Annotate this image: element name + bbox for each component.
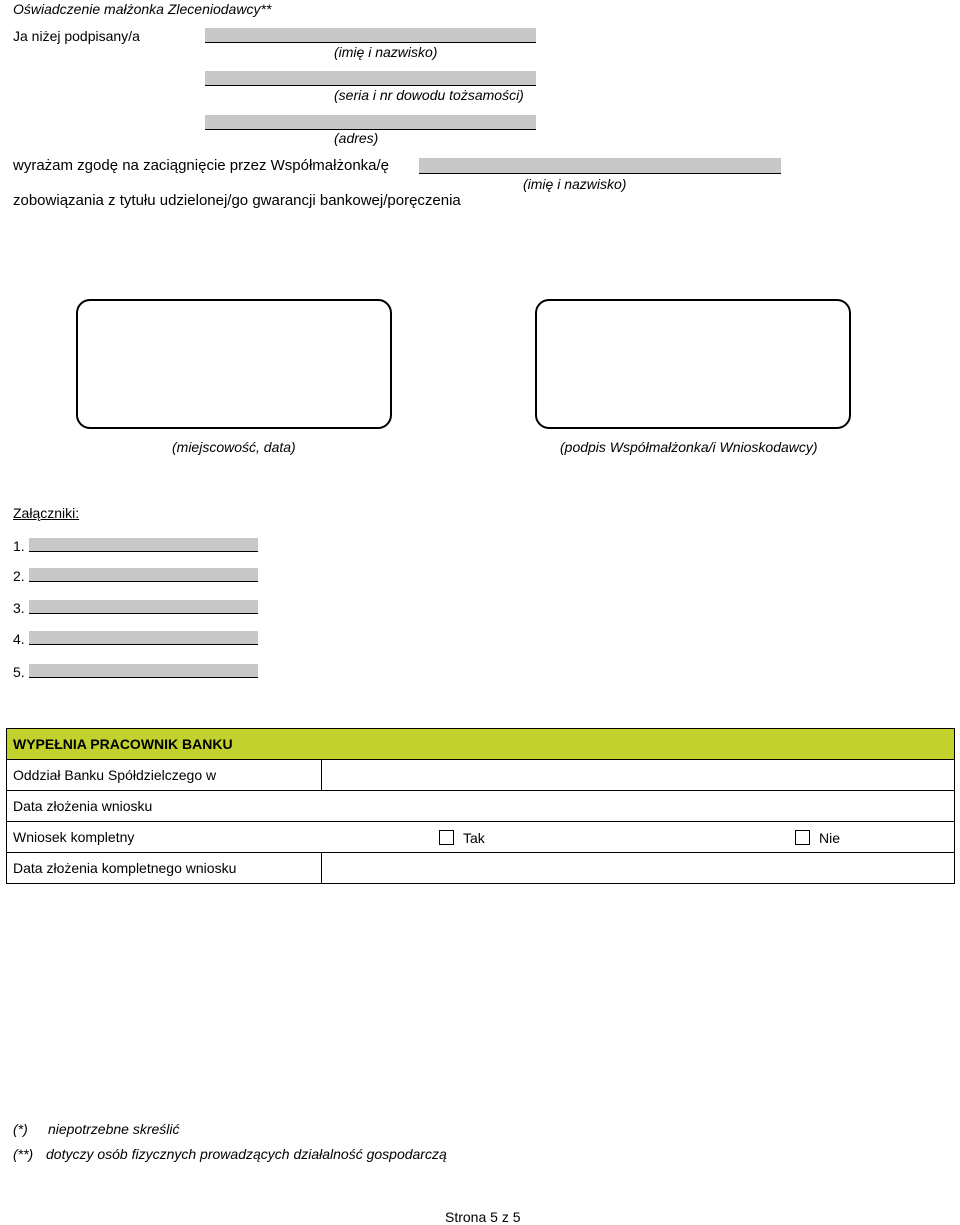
- id-document-field[interactable]: [205, 71, 536, 86]
- page-number: Strona 5 z 5: [445, 1209, 521, 1225]
- address-field[interactable]: [205, 115, 536, 130]
- attachment-item: [13, 631, 25, 647]
- complete-label: Wniosek kompletny: [13, 829, 135, 845]
- attachment-field[interactable]: [29, 631, 258, 645]
- no-label: Nie: [819, 830, 841, 846]
- attachment-field[interactable]: [29, 538, 258, 552]
- attachment-item: [13, 664, 25, 680]
- signature-box[interactable]: [535, 299, 851, 429]
- footnote-1-mark: (*): [13, 1121, 28, 1137]
- footnote-1-text: niepotrzebne skreślić: [48, 1121, 180, 1137]
- submission-date-label: Data złożenia wniosku: [7, 791, 322, 822]
- consent-text-line2: zobowiązania z tytułu udzielonej/go gwarancji bankowej/poręczenia: [13, 192, 461, 209]
- consent-text-line1: wyrażam zgodę na zaciągnięcie przez Współmałżonka/ę: [13, 157, 390, 174]
- attachment-number: 5.: [13, 664, 25, 680]
- yes-checkbox[interactable]: [439, 830, 454, 845]
- footnote-2-mark: (**): [13, 1146, 34, 1162]
- name-caption: (imię i nazwisko): [334, 44, 438, 60]
- branch-label: Oddział Banku Spółdzielczego w: [7, 760, 322, 791]
- attachment-item: [13, 538, 25, 554]
- attachment-number: 3.: [13, 600, 25, 616]
- attachment-number: 4.: [13, 631, 25, 647]
- attachment-number: 2.: [13, 568, 25, 584]
- spouse-name-field[interactable]: [419, 158, 781, 174]
- attachment-item: [13, 600, 25, 616]
- complete-date-label: Data złożenia kompletnego wniosku: [7, 853, 322, 884]
- signature-caption: (podpis Współmałżonka/i Wnioskodawcy): [560, 439, 818, 455]
- name-field[interactable]: [205, 28, 536, 43]
- no-option[interactable]: [795, 830, 840, 846]
- attachment-number: 1.: [13, 538, 25, 554]
- attachment-item: [13, 568, 25, 584]
- spouse-name-caption: (imię i nazwisko): [523, 176, 627, 192]
- attachment-field[interactable]: [29, 600, 258, 614]
- attachments-label: Załączniki:: [13, 505, 80, 521]
- address-caption: (adres): [334, 130, 379, 146]
- yes-label: Tak: [463, 830, 485, 846]
- place-date-box[interactable]: [76, 299, 392, 429]
- attachment-field[interactable]: [29, 664, 258, 678]
- place-date-caption: (miejscowość, data): [172, 439, 296, 455]
- branch-field[interactable]: [322, 760, 955, 791]
- submission-date-field[interactable]: [322, 791, 955, 822]
- bank-use-table: [6, 728, 955, 884]
- id-document-caption: (seria i nr dowodu tożsamości): [334, 87, 524, 103]
- no-checkbox[interactable]: [795, 830, 810, 845]
- attachment-field[interactable]: [29, 568, 258, 582]
- signer-label: Ja niżej podpisany/a: [13, 28, 140, 44]
- yes-option[interactable]: [439, 830, 485, 846]
- complete-row: [7, 822, 955, 853]
- bank-table-header: WYPEŁNIA PRACOWNIK BANKU: [7, 729, 955, 760]
- document-title: Oświadczenie małżonka Zleceniodawcy**: [13, 1, 272, 17]
- footnote-2-text: dotyczy osób fizycznych prowadzących działalność gospodarczą: [46, 1146, 447, 1162]
- complete-date-field[interactable]: [322, 853, 955, 884]
